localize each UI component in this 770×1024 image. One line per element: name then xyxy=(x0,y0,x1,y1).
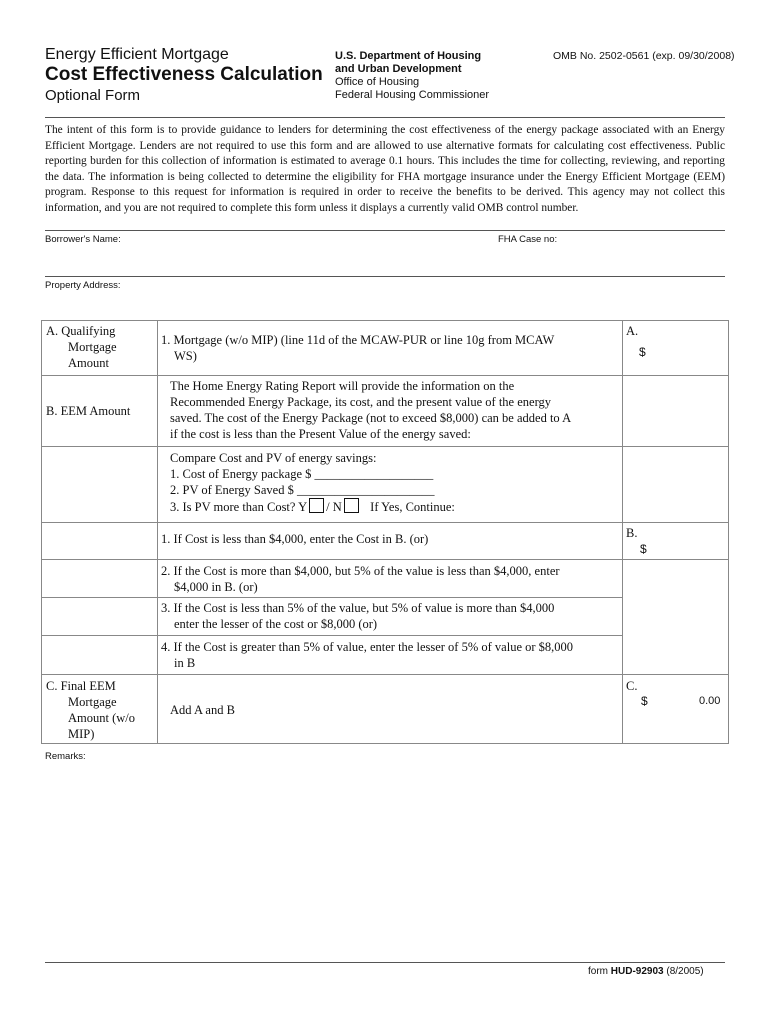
row-b-amount-cell[interactable] xyxy=(622,522,729,560)
property-address-label: Property Address: xyxy=(45,280,121,291)
option-3-text xyxy=(161,600,554,632)
row-c-description: Add A and B xyxy=(170,703,235,717)
row-b-desc-line1: The Home Energy Rating Report will provide the information on the xyxy=(170,379,515,393)
omb-number: OMB No. 2502-0561 (exp. 09/30/2008) xyxy=(553,50,735,62)
intro-paragraph: The intent of this form is to provide guidance to lenders for determining the cost effectiveness of the energy package associated with an Energy Efficient Mortgage. Lenders are not required to use this form and are allowed to use alternative formats for calculating cost effectiveness. Public reporting burden for this collection of information is estimated to average 0.1 hours. This includes the time for collecting, reviewing, and reporting the data. The information is being collected to determine the eligibility for FHA mortgage insurance under the Energy Efficient Mortgage (EEM) program. Response to this request for information is required in order to receive the benefits to be derived. This agency may not collect this information, and you are not required to complete this form unless it displays a currently valid OMB control number. xyxy=(45,124,725,214)
row-a-dollar-sign: $ xyxy=(639,345,646,359)
fha-case-label: FHA Case no: xyxy=(498,234,558,245)
footer-divider xyxy=(45,962,725,963)
row-b-description xyxy=(170,378,620,442)
form-subtitle: Optional Form xyxy=(45,87,141,104)
form-prefix: form xyxy=(588,966,608,977)
row-a-description xyxy=(161,332,616,364)
compare-cost-line: 1. Cost of Energy package $ ___________________ xyxy=(170,467,434,481)
dept-line4: Federal Housing Commissioner xyxy=(335,89,490,101)
row-opt4-label-cell xyxy=(41,635,158,675)
compare-question-text: 3. Is PV more than Cost? Y xyxy=(170,500,308,514)
row-b-letter: B. xyxy=(626,526,638,540)
row-c-dollar-sign: $ xyxy=(641,694,648,708)
borrower-name-field[interactable] xyxy=(130,233,490,273)
row-a-label-line3: Amount xyxy=(68,356,109,370)
row-compare-blank-cell xyxy=(622,446,729,523)
row-c-label-line2: Mortgage xyxy=(68,695,117,709)
no-label: / N xyxy=(326,500,342,514)
fha-case-field[interactable] xyxy=(565,233,725,273)
form-title-main: Cost Effectiveness Calculation xyxy=(45,64,323,85)
compare-heading: Compare Cost and PV of energy savings: xyxy=(170,451,377,465)
row-c-label-line3: Amount (w/o xyxy=(68,711,136,725)
remarks-field[interactable] xyxy=(45,765,725,955)
dept-line2: and Urban Development xyxy=(335,63,462,75)
row-b-desc-line2: Recommended Energy Package, its cost, and the present value of the energy xyxy=(170,395,552,409)
option-2-line2: $4,000 in B. (or) xyxy=(174,580,258,594)
property-address-field[interactable] xyxy=(130,279,725,315)
continue-label: If Yes, Continue: xyxy=(370,500,455,514)
yes-checkbox[interactable] xyxy=(309,498,324,513)
option-2-line1: 2. If the Cost is more than $4,000, but 5% of the value is less than $4,000, enter xyxy=(161,564,560,578)
option-3-line2: enter the lesser of the cost or $8,000 (or) xyxy=(174,617,378,631)
row-b-blank-cell xyxy=(622,375,729,447)
form-number xyxy=(588,966,704,977)
row-a-letter: A. xyxy=(626,324,639,338)
option-4-text xyxy=(161,639,573,671)
row-c-label-line4: MIP) xyxy=(68,727,95,741)
row-a-label-line1: A. Qualifying xyxy=(46,324,116,338)
row-b-desc-line3: saved. The cost of the Energy Package (not to exceed $8,000) can be added to A xyxy=(170,411,572,425)
compare-question-line xyxy=(170,498,620,515)
row-b-desc-line4: if the cost is less than the Present Value of the energy saved: xyxy=(170,427,471,441)
row-b-dollar-sign: $ xyxy=(640,542,647,556)
row-c-amount-cell[interactable] xyxy=(622,674,729,744)
no-checkbox[interactable] xyxy=(344,498,359,513)
compare-pv-line: 2. PV of Energy Saved $ ______________________ xyxy=(170,483,435,497)
dept-line3: Office of Housing xyxy=(335,76,420,88)
option-3-line1: 3. If the Cost is less than 5% of the value, but 5% of value is more than $4,000 xyxy=(161,601,555,615)
row-b-label: B. EEM Amount xyxy=(46,404,131,418)
row-c-letter: C. xyxy=(626,679,638,693)
dept-line1: U.S. Department of Housing xyxy=(335,50,482,62)
department-block xyxy=(335,50,489,102)
row-a-desc-line1: 1. Mortgage (w/o MIP) (line 11d of the MCAW-PUR or line 10g from MCAW xyxy=(161,333,555,347)
row-compare-label-cell xyxy=(41,446,158,523)
row-a-label xyxy=(46,323,117,371)
row-c-label-line1: C. Final EEM xyxy=(46,679,116,693)
form-title-line1: Energy Efficient Mortgage xyxy=(45,46,229,63)
header-divider xyxy=(45,117,725,118)
row-opt3-label-cell xyxy=(41,597,158,636)
option-4-line2: in B xyxy=(174,656,196,670)
borrower-name-label: Borrower's Name: xyxy=(45,234,121,245)
borrower-divider xyxy=(45,276,725,277)
row-a-label-line2: Mortgage xyxy=(68,340,117,354)
row-opt-blank-cell xyxy=(622,559,729,675)
row-opt2-label-cell xyxy=(41,559,158,598)
row-opt1-label-cell xyxy=(41,522,158,560)
form-date: (8/2005) xyxy=(666,966,704,977)
intro-divider xyxy=(45,230,725,231)
compare-block xyxy=(170,450,620,515)
remarks-label: Remarks: xyxy=(45,751,86,762)
form-id: HUD-92903 xyxy=(610,966,664,977)
row-c-value: 0.00 xyxy=(699,695,721,707)
option-4-line1: 4. If the Cost is greater than 5% of value, enter the lesser of 5% of value or $8,000 xyxy=(161,640,574,654)
row-a-desc-line2: WS) xyxy=(174,349,197,363)
row-c-label xyxy=(46,678,135,742)
option-2-text xyxy=(161,563,560,595)
option-1-text: 1. If Cost is less than $4,000, enter the Cost in B. (or) xyxy=(161,532,429,546)
